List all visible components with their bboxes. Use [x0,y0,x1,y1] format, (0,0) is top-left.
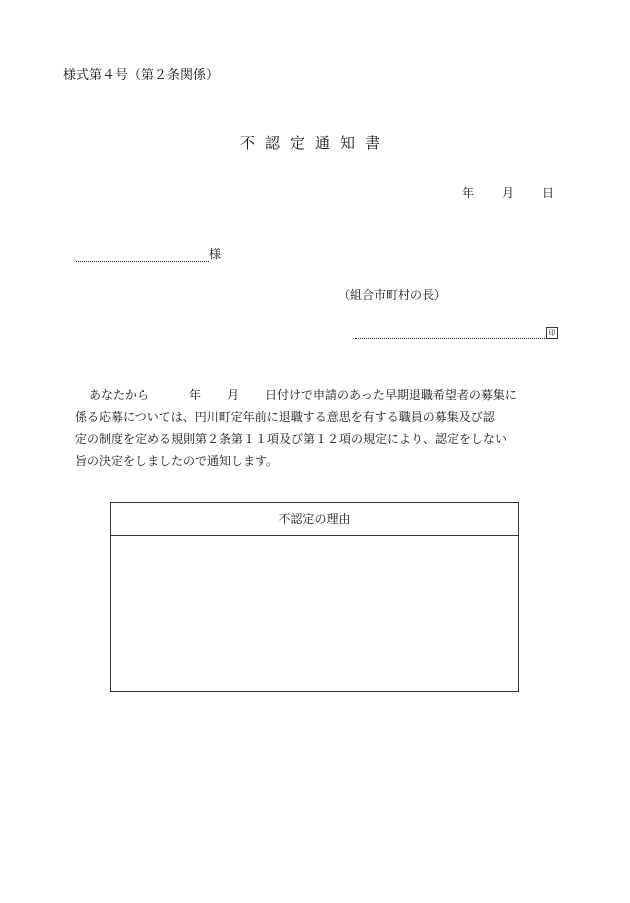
form-number: 様式第４号（第２条関係） [63,68,220,83]
addressee-line [76,245,221,262]
reason-box-header: 不認定の理由 [111,503,518,536]
date-month-label: 月 [502,186,515,200]
body-line-1: あなたから 年 月 日付けで申請のあった早期退職希望者の募集に [89,388,517,402]
issuer-title: （組合市町村の長） [338,288,447,302]
body-line-4: 旨の決定をしましたので通知します。 [75,454,279,468]
date-year-label: 年 [462,186,475,200]
reason-box [110,502,519,692]
date-day-label: 日 [542,186,555,200]
signature-blank [355,325,545,339]
notice-body [75,384,565,472]
body-line-3: 定の制度を定める規則第２条第１１項及び第１２項の規定により、認定をしない [75,432,508,446]
seal-icon: 印 [546,327,558,339]
document-title: 不認定通知書 [239,134,390,152]
issuer-signature-line [355,325,558,339]
body-line-2: 係る応募については、円川町定年前に退職する意思を有する職員の募集及び認 [75,410,495,424]
addressee-blank [76,247,209,262]
addressee-suffix: 様 [209,247,222,261]
date-line [462,184,554,201]
